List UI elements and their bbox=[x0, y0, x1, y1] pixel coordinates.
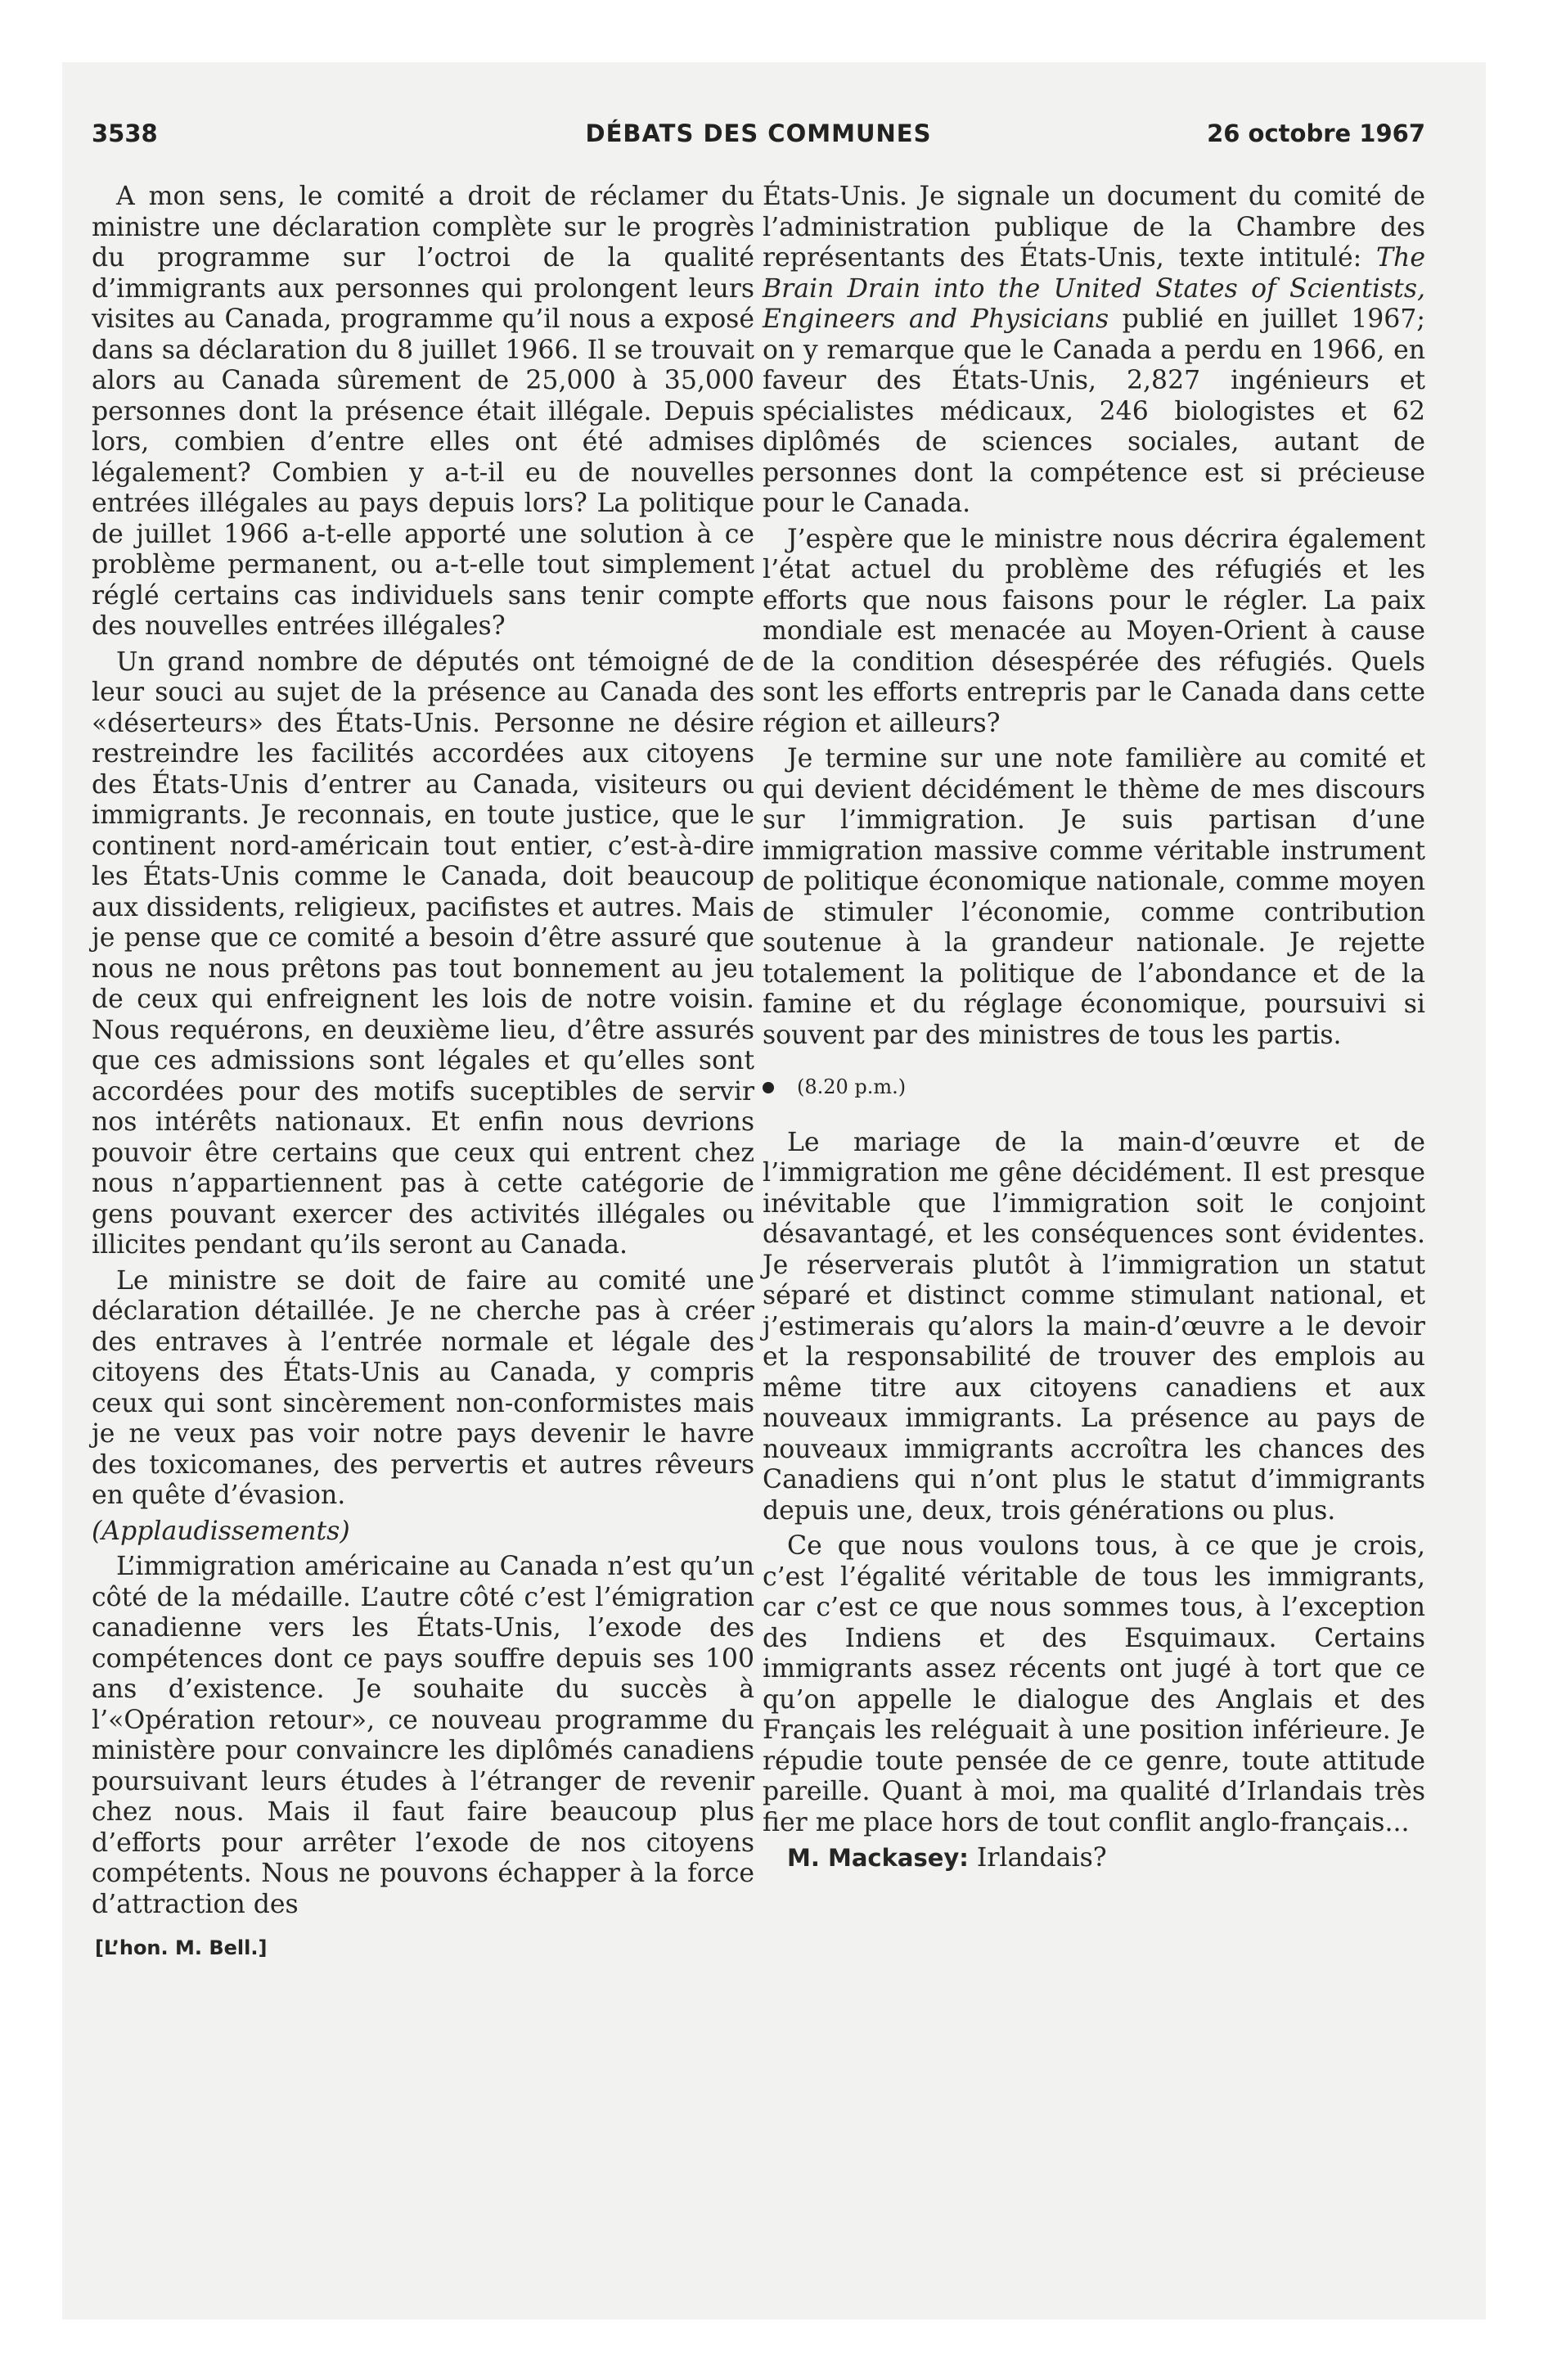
page-number: 3538 bbox=[92, 119, 158, 147]
paragraph: Ce que nous voulons tous, à ce que je crois, c’est l’égalité véritable de tous les immigrants, car c’est ce que nous sommes tous, à l’exception des Indiens et des Esquimaux. Certains immigrants assez récents ont jugé à tort que ce qu’on appelle le dialogue des Anglais et des Français les reléguait à une position inférieure. Je répudie toute pensée de ce genre, toute attitude pareille. Quant à moi, ma qualité d’Irlandais très fier me place hors de tout conflit anglo-français... bbox=[763, 1531, 1425, 1837]
paragraph: L’immigration américaine au Canada n’est qu’un côté de la médaille. L’autre côté c’est l’émigration canadienne vers les États-Unis, l’exode des compétences dont ce pays souffre depuis ses 100 ans d’existence. Je souhaite du succès à l’«Opération retour», ce nouveau programme du ministère pour convaincre les diplômés canadiens poursuivant leurs études à l’étranger de revenir chez nous. Mais il faut faire beaucoup plus d’efforts pour arrêter l’exode de nos citoyens compétents. Nous ne pouvons échapper à la force d’attraction des bbox=[92, 1552, 754, 1919]
document-title: The Brain Drain into the United States of Scientists, Engineers and Physicians bbox=[763, 243, 1425, 334]
continued-paragraph bbox=[763, 182, 1425, 520]
paragraph: Un grand nombre de députés ont témoigné de leur souci au sujet de la présence au Canada des «déserteurs» des États-Unis. Personne ne désire restreindre les facilités accordées aux citoyens des États-Unis d’entrer au Canada, visiteurs ou immigrants. Je reconnais, en toute justice, que le continent nord-américain tout entier, c’est-à-dire les États-Unis comme le Canada, doit beaucoup aux dissidents, religieux, pacifistes et autres. Mais je pense que ce comité a besoin d’être assuré que nous ne nous prêtons pas tout bonnement au jeu de ceux qui enfreignent les lois de notre voisin. Nous requérons, en deuxième lieu, d’être assurés que ces admissions sont légales et qu’elles sont accordées pour des motifs suceptibles de servir nos intérêts nationaux. Et enfin nous devrions pouvoir être certains que ceux qui entrent chez nous n’appartiennent pas à cette catégorie de gens pouvant exercer des activités illégales ou illicites pendant qu’ils seront au Canada. bbox=[92, 647, 754, 1260]
paragraph-text: États-Unis. Je signale un document du comité de l’administration publique de la Chambre des représentants des États-Unis, texte intitulé: bbox=[763, 182, 1425, 273]
paragraph: J’espère que le ministre nous décrira également l’état actuel du problème des réfugiés et les efforts que nous faisons pour le régler. La paix mondiale est menacée au Moyen-Orient à cause de la condition désespérée des réfugiés. Quels sont les efforts entrepris par le Canada dans cette région et ailleurs? bbox=[763, 524, 1425, 738]
speaker-name: M. Mackasey: bbox=[787, 1844, 969, 1872]
speaker-line bbox=[763, 1843, 1425, 1874]
publication-title: DÉBATS DES COMMUNES bbox=[585, 119, 932, 147]
applause-note bbox=[92, 1517, 754, 1548]
left-column bbox=[92, 182, 754, 1964]
paragraph: Le ministre se doit de faire au comité une déclaration détaillée. Je ne cherche pas à créer des entraves à l’entrée normale et légale des citoyens des États-Unis au Canada, y compris ceux qui sont sincèrement non-conformistes mais je ne veux pas voir notre pays devenir le havre des toxicomanes, des pervertis et autres rêveurs en quête d’évasion. bbox=[92, 1265, 754, 1510]
speaker-attribution: [L’hon. M. Bell.] bbox=[95, 1936, 268, 1959]
timestamp bbox=[763, 1072, 1425, 1103]
issue-date: 26 octobre 1967 bbox=[1207, 119, 1425, 147]
paragraph: A mon sens, le comité a droit de réclamer du ministre une déclaration complète sur le progrès du programme sur l’octroi de la qualité d’immigrants aux personnes qui prolongent leurs visites au Canada, programme qu’il nous a exposé dans sa déclaration du 8 juillet 1966. Il se trouvait alors au Canada sûrement de 25,000 à 35,000 personnes dont la présence était illégale. Depuis lors, combien d’entre elles ont été admises légalement? Combien y a-t-il eu de nouvelles entrées illégales au pays depuis lors? La politique de juillet 1966 a-t-elle apporté une solution à ce problème permanent, ou a-t-elle tout simplement réglé certains cas individuels sans tenir compte des nouvelles entrées illégales? bbox=[92, 182, 754, 641]
paragraph-text: publié en juillet 1967; on y remarque que le Canada a perdu en 1966, en faveur des États-Unis, 2,827 ingénieurs et spécialistes médicaux, 246 biologistes et 62 diplômés de sciences sociales, autant de personnes dont la compétence est si précieuse pour le Canada. bbox=[763, 304, 1425, 518]
applause-text: (Applaudissements) bbox=[92, 1516, 350, 1546]
page-header bbox=[92, 119, 1425, 152]
right-column bbox=[763, 182, 1425, 1874]
speaker-remark: Irlandais? bbox=[968, 1843, 1107, 1873]
bullet-icon bbox=[763, 1082, 774, 1093]
timestamp-text: (8.20 p.m.) bbox=[797, 1075, 907, 1098]
paragraph: Le mariage de la main-d’œuvre et de l’immigration me gêne décidément. Il est presque inévitable que l’immigration soit le conjoint désavantagé, et les conséquences sont évidentes. Je réserverais plutôt à l’immigration un statut séparé et distinct comme stimulant national, et j’estimerais qu’alors la main-d’œuvre a le devoir et la responsabilité de trouver des emplois au même titre aux citoyens canadiens et aux nouveaux immigrants. La présence au pays de nouveaux immigrants accroîtra les chances des Canadiens qui n’ont plus le statut d’immigrants depuis une, deux, trois générations ou plus. bbox=[763, 1127, 1425, 1526]
paragraph: Je termine sur une note familière au comité et qui devient décidément le thème de mes discours sur l’immigration. Je suis partisan d’une immigration massive comme véritable instrument de politique économique nationale, comme moyen de stimuler l’économie, comme contribution soutenue à la grandeur nationale. Je rejette totalement la politique de l’abondance et de la famine et du réglage économique, poursuivi si souvent par des ministres de tous les partis. bbox=[763, 744, 1425, 1050]
